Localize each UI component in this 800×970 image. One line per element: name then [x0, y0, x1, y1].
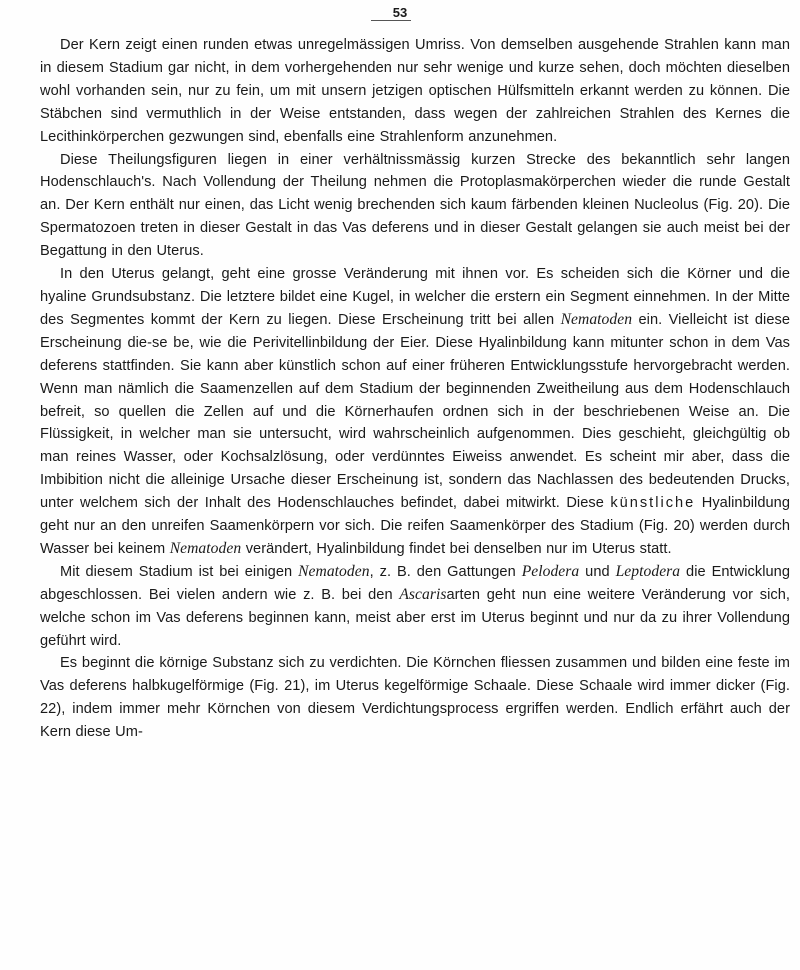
- text-run: , z. B. den Gattungen: [369, 563, 522, 580]
- italic-term: Ascaris: [399, 585, 447, 603]
- italic-term: Nematoden: [169, 539, 242, 557]
- text-run: Es beginnt die körnige Substanz sich zu verdichten. Die Körnchen fliessen zusammen und bilden eine feste im Vas deferens halbkugelförmige (Fig. 21), im Uterus kegelförmige Schaale. Diese Schaale wird immer dicker (Fig. 22), indem immer mehr Körnchen von diesem Verdichtungsprocess ergriffen werden. Endlich erfährt auch der Kern diese Um-: [40, 655, 790, 741]
- italic-term: Nematoden: [560, 310, 633, 328]
- page-number-rule: [371, 20, 411, 21]
- text-run: Der Kern zeigt einen runden etwas unregelmässigen Umriss. Von demselben ausgehende Strahlen kann man in diesem Stadium gar nicht, in dem vorhergehenden nur sehr wenige und kurze sehen, doch möchten dieselben wohl vorhanden sein, nur zu fein, um mit unsern jetzigen optischen Hülfsmitteln erkannt werden zu können. Die Stäbchen sind vermuthlich in der Weise entstanden, dass wegen der zahlreichen Strahlen des Kernes die Lecithinkörperchen gezwungen sind, ebenfalls eine Strahlenform anzunehmen.: [40, 37, 790, 145]
- italic-term: Pelodera: [521, 562, 580, 580]
- body-text: [40, 34, 790, 744]
- text-run: In den Uterus gelangt, geht eine grosse Veränderung mit ihnen vor. Es scheiden sich die Körner und die hyaline Grundsubstanz. Die letztere bildet eine Kugel, in welcher die erstern ein Segment einnehmen. In der Mitte des Segmentes kommt der Kern zu liegen. Diese Erscheinung tritt bei allen: [40, 266, 790, 328]
- italic-term: Nematoden: [298, 562, 370, 580]
- spaced-emphasis: künstliche: [610, 495, 696, 512]
- text-run: und: [579, 563, 616, 580]
- paragraph: [40, 149, 790, 264]
- paragraph: [40, 263, 790, 561]
- paragraph: [40, 34, 790, 149]
- paragraph: [40, 561, 790, 653]
- text-run: die Entwicklung abgeschlossen. Bei vielen andern wie z. B. bei den: [40, 563, 791, 603]
- text-run: arten geht nun eine weitere Veränderung vor sich, welche schon im Vas deferens beginnen kann, meist aber erst im Uterus beginnt und nur da zu ihrer Vollendung geführt wird.: [40, 586, 790, 649]
- page-number: 53: [392, 5, 408, 20]
- italic-term: Leptodera: [615, 562, 681, 580]
- text-run: Hyalinbildung geht nur an den unreifen Saamenkörpern vor sich. Die reifen Saamenkörper des Stadium (Fig. 20) werden durch Wasser bei keinem: [40, 495, 791, 557]
- text-run: Mit diesem Stadium ist bei einigen: [60, 563, 299, 580]
- paragraph: [40, 652, 790, 744]
- text-run: verändert, Hyalinbildung findet bei denselben nur im Uterus statt.: [241, 540, 672, 557]
- text-run: Diese Theilungsfiguren liegen in einer verhältnissmässig kurzen Strecke des bekanntlich sehr langen Hodenschlauch's. Nach Vollendung der Theilung nehmen die Protoplasmakörperchen wieder die runde Gestalt an. Der Kern enthält nur einen, das Licht wenig brechenden sich kaum färbenden kleinen Nucleolus (Fig. 20). Die Spermatozoen treten in dieser Gestalt in das Vas deferens und in dieser Gestalt gelangen sie auch meist bei der Begattung in den Uterus.: [40, 151, 790, 260]
- text-run: ein. Vielleicht ist diese Erscheinung die-se be, wie die Perivitellinbildung der Eier. Diese Hyalinbildung kann mitunter schon in dem Vas deferens stattfinden. Sie kann aber künstlich schon auf einer früheren Entwicklungsstufe hervorgebracht werden. Wenn man nämlich die Saamenzellen auf dem Stadium der beginnenden Zweitheilung aus dem Hodenschlauch befreit, so quellen die Zellen auf und die Körnerhaufen ordnen sich in der beschriebenen Weise an. Die Flüssigkeit, in welcher man sie untersucht, wird wahrscheinlich aufgenommen. Dies geschieht, gleichgültig ob man reines Wasser, oder Kochsalzlösung, oder verdünntes Eiweiss anwendet. Es scheint mir aber, dass die Imbibition nicht die alleinige Ursache dieser Erscheinung ist, sondern das Nachlassen des bedeutenden Drucks, unter welchem sich der Inhalt des Hodenschlauches befindet, dabei mitwirkt. Diese: [40, 311, 790, 512]
